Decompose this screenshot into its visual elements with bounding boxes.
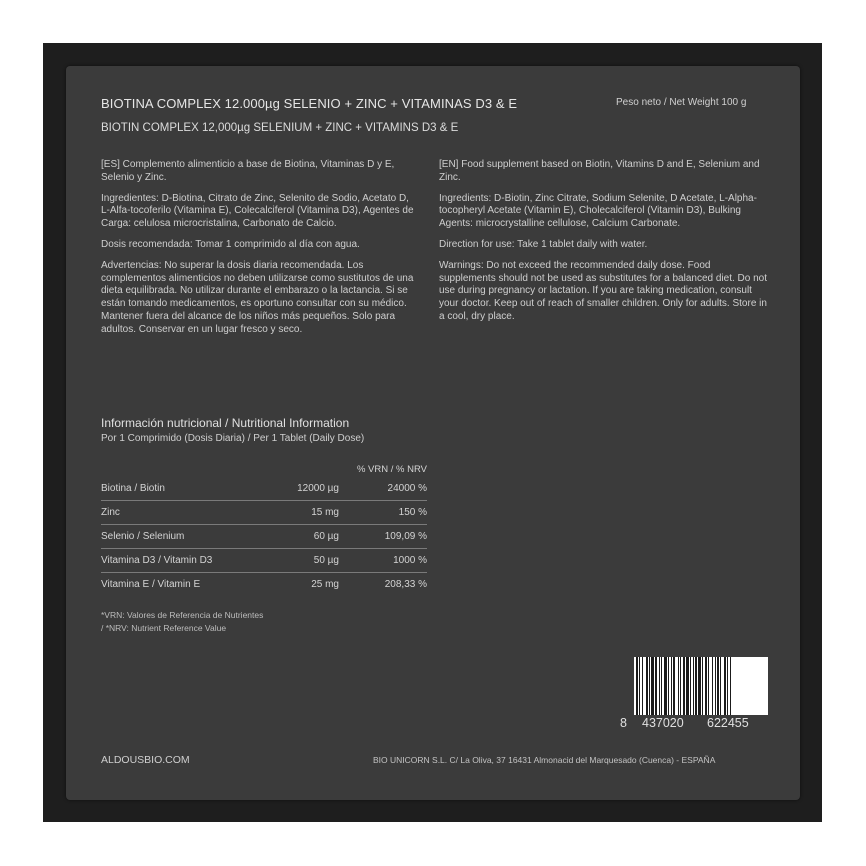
barcode-bar <box>712 657 713 715</box>
barcode-bar <box>678 657 679 715</box>
barcode-bar <box>690 657 691 715</box>
barcode-bar <box>661 657 662 715</box>
barcode-bar <box>720 657 721 715</box>
barcode-bar <box>651 657 654 715</box>
barcode-group-left: 437020 <box>642 716 684 730</box>
table-row <box>101 501 427 525</box>
nutrient-name: Selenio / Selenium <box>101 525 261 549</box>
nutrient-name: Vitamina E / Vitamin E <box>101 579 201 590</box>
pct-header: % VRN / % NRV <box>356 463 427 475</box>
footnote-vrn: *VRN: Valores de Referencia de Nutrientes <box>101 610 264 620</box>
nutrient-name: Vitamina D3 / Vitamin D3 <box>101 549 261 573</box>
barcode-bar <box>683 657 685 715</box>
barcode-bar <box>702 657 703 715</box>
en-dose: Direction for use: Take 1 tablet daily with water. <box>439 238 648 250</box>
barcode-bar <box>705 657 707 715</box>
company-address: BIO UNICORN S.L. C/ La Oliva, 37 16431 Almonacid del Marquesado (Cuenca) - ESPAÑA <box>373 755 716 765</box>
barcode-bar <box>671 657 672 715</box>
table-row <box>101 573 427 597</box>
barcode-bar <box>639 657 640 715</box>
nutrient-pct: 1000 % <box>339 549 427 573</box>
barcode-digit-prefix: 8 <box>620 716 627 730</box>
barcode-bar <box>649 657 650 715</box>
barcode-bar <box>664 657 667 715</box>
nutrition-header-row <box>101 463 427 477</box>
product-title-en: BIOTIN COMPLEX 12,000µg SELENIUM + ZINC + VITAMINS D3 & E <box>101 122 459 134</box>
nutrition-title: Información nutricional / Nutritional Information <box>101 416 350 430</box>
barcode-group-right: 622455 <box>707 716 749 730</box>
nutrient-name: Biotina / Biotin <box>101 477 261 501</box>
barcode-bar <box>668 657 669 715</box>
product-title-es: BIOTINA COMPLEX 12.000µg SELENIO + ZINC + VITAMINAS D3 & E <box>101 96 518 111</box>
table-row <box>101 525 427 549</box>
nutrient-pct: 109,09 % <box>339 525 427 549</box>
nutrient-pct: 24000 % <box>339 477 427 501</box>
website-link[interactable]: ALDOUSBIO.COM <box>101 754 190 766</box>
barcode-bar <box>636 657 638 715</box>
es-warnings: Advertencias: No superar la dosis diaria recomendada. Los complementos alimenticios no deben utilizarse como sustitutos de una dieta equilibrada. No utilizar durante el embarazo o la lactancia. Si se están tomando medicamentos, es oportuno consultar con su médico. Mantener fuera del alcance de los niños más pequeños. Solo para adultos. Conservar en un lugar fresco y seco. <box>101 259 414 335</box>
en-ingredients: Ingredients: D-Biotin, Zinc Citrate, Sodium Selenite, D Acetate, L-Alpha-tocopheryl Acetate (Vitamin E), Cholecalciferol (Vitamin D3), Bulking Agents: microcrystalline cellulose, Calcium Carbonate. <box>439 192 757 230</box>
nutrient-pct: 150 % <box>339 501 427 525</box>
net-weight: Peso neto / Net Weight 100 g <box>616 97 747 108</box>
barcode-bar <box>695 657 697 715</box>
table-row <box>101 477 427 501</box>
footnote-nrv: / *NRV: Nutrient Reference Value <box>101 623 227 633</box>
es-intro: [ES] Complemento alimenticio a base de Biotina, Vitaminas D y E, Selenio y Zinc. <box>101 159 395 183</box>
english-column <box>439 159 769 332</box>
barcode-bar <box>698 657 701 715</box>
barcode-bar <box>655 657 657 715</box>
barcode-bar <box>673 657 675 715</box>
barcode-bar <box>659 657 660 715</box>
barcode-bar <box>730 657 731 715</box>
barcode-bar <box>724 657 726 715</box>
barcode-bar <box>686 657 689 715</box>
nutrient-name: Zinc <box>101 501 261 525</box>
nutrition-table <box>101 463 427 596</box>
es-ingredients: Ingredientes: D-Biotina, Citrato de Zinc, Selenito de Sodio, Acetato D, L-Alfa-tocoferilo (Vitamina E), Colecalciferol (Vitamina D3), Agentes de Carga: celulosa microcristalina, Carbonato de Calcio. <box>101 192 414 230</box>
en-intro: [EN] Food supplement based on Biotin, Vitamins D and E, Selenium and Zinc. <box>439 159 760 183</box>
barcode-bar <box>642 657 643 715</box>
barcode-bar <box>717 657 719 715</box>
nutrient-amount: 12000 µg <box>261 477 339 501</box>
barcode-bar <box>727 657 728 715</box>
nutrient-amount: 25 mg <box>311 579 339 590</box>
table-row <box>101 549 427 573</box>
nutrient-amount: 60 µg <box>261 525 339 549</box>
barcode-bar <box>680 657 681 715</box>
es-dose: Dosis recomendada: Tomar 1 comprimido al día con agua. <box>101 238 360 250</box>
nutrient-amount: 15 mg <box>261 501 339 525</box>
nutrition-subtitle: Por 1 Comprimido (Dosis Diaria) / Per 1 Tablet (Daily Dose) <box>101 433 365 444</box>
en-warnings: Warnings: Do not exceed the recommended daily dose. Food supplements should not be used as substitutes for a balanced diet. Do not use during pregnancy or lactation. If you are taking medication, consult your doctor. Keep out of reach of smaller children. Only for adults. Store in a cool, dry place. <box>439 259 767 322</box>
barcode-bar <box>646 657 648 715</box>
spanish-column <box>101 159 419 345</box>
barcode-bars <box>634 657 768 715</box>
barcode-bar <box>708 657 709 715</box>
barcode-bar <box>693 657 694 715</box>
barcode-bar <box>715 657 716 715</box>
nutrient-amount: 50 µg <box>261 549 339 573</box>
nutrient-pct: 208,33 % <box>384 579 427 590</box>
